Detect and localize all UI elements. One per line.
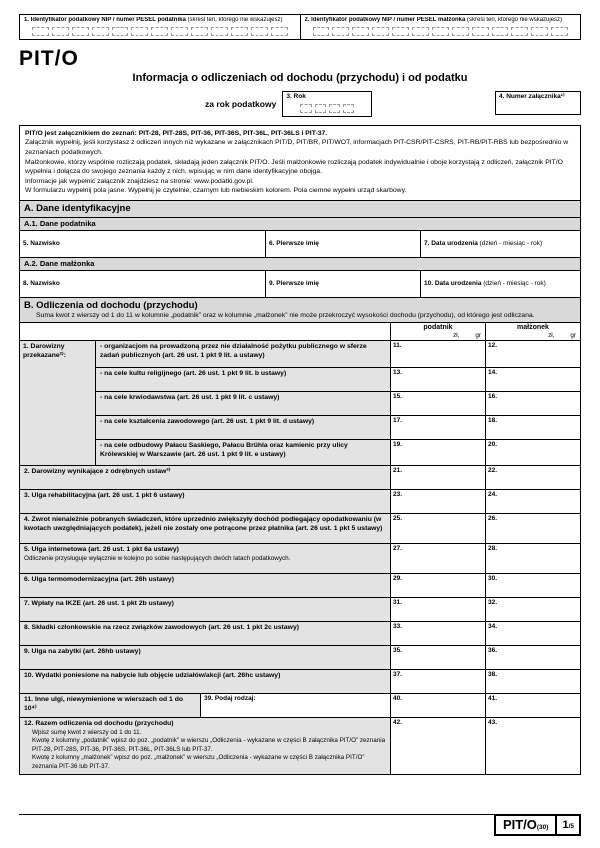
amount-malzonek[interactable]: 43.	[485, 718, 580, 774]
amount-malzonek[interactable]: 24.	[485, 490, 580, 513]
row-1a-pozytek-publiczny	[96, 341, 580, 367]
imie-podatnika-field[interactable]	[265, 231, 420, 257]
row-12-razem-odliczenia	[20, 718, 580, 774]
nazwisko-malzonka-field[interactable]	[20, 271, 265, 297]
nip-pesel-podatnika-field	[20, 15, 300, 39]
row-description: 8. Składki członkowskie na rzecz związków zawodowych (art. 26 ust. 1 pkt 2c ustawy)	[20, 622, 390, 645]
row-description: 2. Darowizny wynikające z odrębnych ustaw³⁾	[20, 466, 390, 489]
form-code: PIT/O	[19, 47, 79, 71]
podatnik-data-row	[20, 231, 580, 258]
column-header-malzonek: małżonek zł, gr	[485, 323, 580, 340]
row-description: - na cele kultu religijnego (art. 26 ust. 1 pkt 9 lit. b ustawy)	[96, 368, 390, 391]
section-a-header: A. Dane identyfikacyjne	[20, 201, 580, 218]
amount-malzonek[interactable]: 30.	[485, 574, 580, 597]
amount-podatnik[interactable]: 33.	[390, 622, 485, 645]
row-description: 4. Zwrot nienależnie pobranych świadczeń, które uprzednio zwiększyły dochód podlegający opodatkowaniu (w kwotach uwzględniających podatek), jeżeli nie zostały one potrącone przez płatnika (art. 26 ust. 1 pkt 5 ustawy)	[20, 514, 390, 543]
amount-malzonek[interactable]: 20.	[485, 440, 580, 465]
section-a2-header: A.2. Dane małżonka	[20, 258, 580, 271]
amount-podatnik[interactable]: 11.	[390, 341, 485, 367]
amount-malzonek[interactable]: 41.	[485, 694, 580, 717]
section-b-title: B. Odliczenia od dochodu (przychodu)	[24, 300, 198, 312]
instructions-block	[20, 126, 580, 201]
amount-podatnik[interactable]: 15.	[390, 392, 485, 415]
amount-podatnik[interactable]: 21.	[390, 466, 485, 489]
amount-malzonek[interactable]: 28.	[485, 544, 580, 573]
amount-podatnik[interactable]: 37.	[390, 670, 485, 693]
year-field	[282, 91, 372, 116]
row-description: 3. Ulga rehabilitacyjna (art. 26 ust. 1 pkt 6 ustawy)	[20, 490, 390, 513]
row-description: 5. Ulga internetowa (art. 26 ust. 1 pkt 6a ustawy) Odliczenie przysługuje wyłącznie w kolejno po sobie następujących dwóch latach podatkowych.	[20, 544, 390, 573]
row-description: 7. Wpłaty na IKZE (art. 26 ust. 1 pkt 2b ustawy)	[20, 598, 390, 621]
amount-podatnik[interactable]: 35.	[390, 646, 485, 669]
row-description: 6. Ulga termomodernizacyjna (art. 26h ustawy)	[20, 574, 390, 597]
nip-pesel-malzonka-field	[300, 15, 581, 39]
amount-malzonek[interactable]: 14.	[485, 368, 580, 391]
tax-year-caption: za rok podatkowy	[205, 98, 277, 109]
nazwisko-podatnika-field[interactable]	[20, 231, 265, 257]
row-description: 12. Razem odliczenia od dochodu (przychodu) Wpisz sumę kwot z wierszy od 1 do 11. Kwotę z kolumny „podatnik” wpisz do poz. „podatnik” w wierszu „Odliczenia - wykazane w części B załącznika PIT/O” zeznania PIT-28, PIT-28S, PIT-36, PIT-36S, PIT-36L, PIT-36LS lub PIT-37. Kwotę z kolumny „małżonek” wpisz do poz. „małżonek” w wierszu „Odliczenia - wykazane w części B załącznika PIT/O” zeznania PIT-36 lub PIT-37.	[20, 718, 390, 774]
nip-pesel-malzonka-input[interactable]	[305, 27, 577, 36]
instructions-line-4: Informacje jak wypełnić załącznik znajdziesz na stronie: www.podatki.gov.pl.	[25, 177, 254, 185]
instructions-line-1: PIT/O jest załącznikiem do zeznań: PIT-28, PIT-28S, PIT-36, PIT-36S, PIT-36L, PIT-36LS i PIT-37.	[25, 129, 328, 137]
amount-podatnik[interactable]: 27.	[390, 544, 485, 573]
row-description: - na cele odbudowy Pałacu Saskiego, Pałacu Brühla oraz kamienic przy ulicy Królewskiej w Warszawie (art. 26 ust. 1 pkt 9 lit. e ustawy)	[96, 440, 390, 465]
row-1-darowizny-przekazane	[20, 341, 580, 466]
page-footer	[19, 814, 581, 836]
amount-malzonek[interactable]: 34.	[485, 622, 580, 645]
imie-malzonka-field[interactable]	[265, 271, 420, 297]
nip-pesel-podatnika-input[interactable]	[24, 27, 296, 36]
instructions-line-2: Załącznik wypełnij, jeśli korzystasz z odliczeń innych niż wykazane w załącznikach PIT/D, PIT/BR, PIT/WOT, informacjach PIT-CSR/PIT-CSRS, PIT-RB/PIT-RBS lub bezpośrednio w zeznaniach podatkowych.	[25, 139, 569, 156]
amount-malzonek[interactable]: 22.	[485, 466, 580, 489]
row-7-wplaty-ikze	[20, 598, 580, 622]
instructions-line-5: W formularzu wypełnij pola jasne. Wypełnij je czytelnie, czarnym lub niebieskim kolorem. Pola ciemne wypełni urząd skarbowy.	[25, 187, 407, 195]
row-1c-krwiodawstwo	[96, 391, 580, 415]
rodzaj-ulgi-label: 39. Podaj rodzaj:	[204, 695, 256, 703]
row-2-darowizny-odrebne-ustawy	[20, 466, 580, 490]
row-12-instruction-2: Kwotę z kolumny „podatnik” wpisz do poz. „podatnik” w wierszu „Odliczenia - wykazane w części B załącznika PIT/O” zeznania PIT-28, PIT-28S, PIT-36, PIT-36S, PIT-36L, PIT-36LS lub PIT-37.	[32, 737, 386, 753]
data-urodzenia-podatnika-label: 7. Data urodzenia (dzień - miesiąc - rok)	[424, 240, 543, 248]
imie-malzonka-label: 9. Pierwsze imię	[269, 280, 319, 288]
footer-page-number: 1 /5	[557, 815, 581, 836]
attachment-number-field[interactable]	[495, 91, 581, 115]
footer-form-code: PIT/O(30)	[494, 815, 558, 836]
column-header-podatnik: podatnik zł, gr	[390, 323, 485, 340]
amount-podatnik[interactable]: 23.	[390, 490, 485, 513]
row-description: 10. Wydatki poniesione na nabycie lub objęcie udziałów/akcji (art. 26hc ustawy)	[20, 670, 390, 693]
malzonek-data-row	[20, 271, 580, 298]
amount-podatnik[interactable]: 42.	[390, 718, 485, 774]
amount-malzonek[interactable]: 38.	[485, 670, 580, 693]
data-urodzenia-malzonka-label: 10. Data urodzenia (dzień - miesiąc - rok)	[424, 280, 546, 288]
row-1-label: 1. Darowizny przekazane²⁾:	[20, 341, 95, 465]
instructions-line-3: Małżonkowie, którzy wspólnie rozliczają podatek, składają jeden załącznik PIT/O. Jeśli małżonkowie rozliczają podatek indywidualnie i oboje korzystają z odliczeń, załącznik PIT/O wypełnia i dołącza do swojego zeznania każdy z nich, wpisując w nim dane identyfikacyjne obojga.	[25, 158, 563, 176]
form-body	[19, 125, 581, 776]
nip-pesel-malzonka-label: 2. Identyfikator podatkowy NIP / numer PESEL małżonka (skreśl ten, którego nie wskazujesz)	[304, 17, 563, 23]
amount-podatnik[interactable]: 17.	[390, 416, 485, 439]
amount-podatnik[interactable]: 31.	[390, 598, 485, 621]
row-1d-ksztalcenie-zawodowe	[96, 415, 580, 439]
row-1b-kult-religijny	[96, 367, 580, 391]
amount-malzonek[interactable]: 16.	[485, 392, 580, 415]
amount-podatnik[interactable]: 13.	[390, 368, 485, 391]
table-column-header-row	[20, 323, 580, 341]
taxpayer-id-row	[19, 14, 581, 40]
row-5-note: Odliczenie przysługuje wyłącznie w kolejno po sobie następujących dwóch latach podatkowych.	[24, 554, 291, 562]
year-label: 3. Rok	[286, 93, 306, 101]
row-1e-palac-saski	[96, 439, 580, 465]
rodzaj-ulgi-field[interactable]	[200, 694, 390, 717]
row-8-skladki-czlonkowskie	[20, 622, 580, 646]
amount-malzonek[interactable]: 26.	[485, 514, 580, 543]
row-12-instruction-3: Kwotę z kolumny „małżonek” wpisz do poz. „małżonek” w wierszu „Odliczenia - wykazane w części B załącznika PIT/O” zeznania PIT-36 lub PIT-37.	[32, 754, 365, 770]
nazwisko-malzonka-label: 8. Nazwisko	[23, 280, 60, 288]
footer-form-version: (30)	[536, 824, 549, 831]
amount-podatnik[interactable]: 19.	[390, 440, 485, 465]
tax-year-row	[19, 91, 581, 116]
row-description: - na cele krwiodawstwa (art. 26 ust. 1 pkt 9 lit. c ustawy)	[96, 392, 390, 415]
row-description: - organizacjom na prowadzoną przez nie działalność pożytku publicznego w sferze zadań publicznych (art. 26 ust. 1 pkt 9 lit. a ustawy)	[96, 341, 390, 367]
row-description: - na cele kształcenia zawodowego (art. 26 ust. 1 pkt 9 lit. d ustawy)	[96, 416, 390, 439]
form-title: Informacja o odliczeniach od dochodu (przychodu) i od podatku	[132, 72, 468, 85]
imie-podatnika-label: 6. Pierwsze imię	[269, 240, 319, 248]
section-b-header	[20, 298, 580, 323]
amount-malzonek[interactable]: 36.	[485, 646, 580, 669]
amount-malzonek[interactable]: 12.	[485, 341, 580, 367]
amount-malzonek[interactable]: 18.	[485, 416, 580, 439]
nazwisko-podatnika-label: 5. Nazwisko	[23, 240, 60, 248]
year-input[interactable]	[286, 104, 368, 113]
row-4-zwrot-swiadczen	[20, 514, 580, 544]
amount-podatnik[interactable]: 40.	[390, 694, 485, 717]
column-header-spacer	[20, 323, 390, 340]
amount-malzonek[interactable]: 32.	[485, 598, 580, 621]
amount-podatnik[interactable]: 25.	[390, 514, 485, 543]
data-urodzenia-malzonka-field[interactable]	[420, 271, 580, 297]
row-5-ulga-internetowa	[20, 544, 580, 574]
section-a1-header: A.1. Dane podatnika	[20, 218, 580, 231]
row-3-ulga-rehabilitacyjna	[20, 490, 580, 514]
row-12-instruction-1: Wpisz sumę kwot z wierszy od 1 do 11.	[32, 728, 142, 736]
amount-podatnik[interactable]: 29.	[390, 574, 485, 597]
row-description: 11. Inne ulgi, niewymienione w wierszach od 1 do 10⁴⁾	[20, 694, 200, 717]
row-9-ulga-na-zabytki	[20, 646, 580, 670]
row-6-ulga-termomodernizacyjna	[20, 574, 580, 598]
section-b-note: Suma kwot z wierszy od 1 do 11 w kolumnie „podatnik” oraz w kolumnie „małżonek” nie może przekroczyć wysokości dochodu (przychodu), od którego jest odliczana.	[36, 312, 535, 320]
row-10-udzialy-akcje	[20, 670, 580, 694]
row-description: 9. Ulga na zabytki (art. 26hb ustawy)	[20, 646, 390, 669]
nip-pesel-podatnika-label: 1. Identyfikator podatkowy NIP / numer PESEL podatnika (skreśl ten, którego nie wskazujesz)	[24, 17, 283, 23]
attachment-number-label: 4. Numer załącznika¹⁾	[499, 93, 565, 101]
data-urodzenia-podatnika-field[interactable]	[420, 231, 580, 257]
row-11-inne-ulgi	[20, 694, 580, 718]
